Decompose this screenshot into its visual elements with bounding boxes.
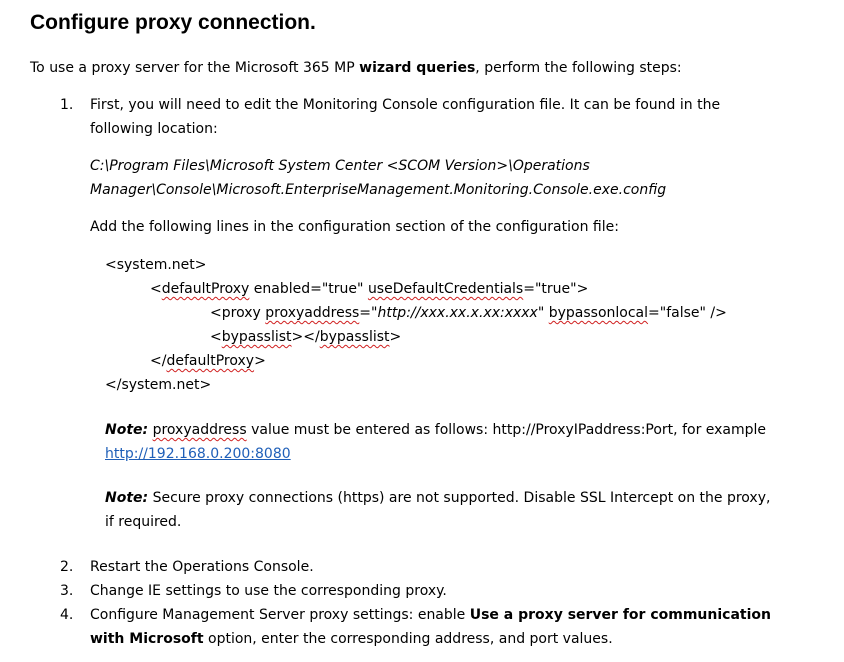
step-3-text: Change IE settings to use the corresponding proxy. <box>90 583 447 599</box>
note-1-line-2 <box>105 442 291 466</box>
step-4-bold-option-cont: with Microsoft <box>90 631 204 647</box>
code-line-proxy-element <box>210 301 727 325</box>
code-text: ="false" /> <box>648 305 727 321</box>
code-line-default-proxy-close <box>150 349 266 373</box>
note-2-text: Secure proxy connections (https) are not supported. Disable SSL Intercept on the proxy, <box>148 490 771 506</box>
step-4-line-1 <box>90 603 771 627</box>
step-1-line-1: First, you will need to edit the Monitoring Console configuration file. It can be found in the <box>90 97 721 113</box>
code-text: ></ <box>291 329 320 345</box>
step-3-number: 3. <box>60 583 74 599</box>
code-text: </ <box>150 353 167 369</box>
step-2-number: 2. <box>60 559 74 575</box>
spellcheck-word: defaultProxy <box>166 353 255 369</box>
step-1-number: 1. <box>60 97 74 113</box>
spellcheck-word: bypasslist <box>221 329 292 345</box>
code-text: <proxy <box>210 305 266 321</box>
spellcheck-word: bypassonlocal <box>548 305 649 321</box>
code-text: =" <box>359 305 378 321</box>
spellcheck-word: proxyaddress <box>152 422 247 438</box>
config-path-line-1: C:\Program Files\Microsoft System Center <SCOM Version>\Operations <box>90 158 590 174</box>
code-text: > <box>389 329 402 345</box>
step-4-text-before: Configure Management Server proxy settings: enable <box>90 607 470 623</box>
code-line-system-net-open: <system.net> <box>105 257 207 273</box>
code-text: ="true"> <box>523 281 589 297</box>
page-title: Configure proxy connection. <box>30 11 316 34</box>
code-text: " <box>537 305 549 321</box>
add-lines-instruction: Add the following lines in the configuration section of the configuration file: <box>90 219 619 235</box>
intro-text-before: To use a proxy server for the Microsoft 365 MP <box>30 60 360 76</box>
spellcheck-word: proxyaddress <box>265 305 360 321</box>
spellcheck-word: bypasslist <box>319 329 390 345</box>
intro-bold-text: wizard queries <box>359 60 476 76</box>
note-label: Note: <box>105 422 149 438</box>
spellcheck-word: defaultProxy <box>161 281 250 297</box>
proxy-address-placeholder: http://xxx.xx.x.xx:xxxx <box>377 305 538 321</box>
note-label: Note: <box>105 490 149 506</box>
code-text: enabled="true" <box>249 281 368 297</box>
code-line-system-net-close: </system.net> <box>105 377 212 393</box>
note-2-line-2: if required. <box>105 514 182 530</box>
config-path-line-2: Manager\Console\Microsoft.EnterpriseManagement.Monitoring.Console.exe.config <box>90 182 667 198</box>
intro-text-after: , perform the following steps: <box>475 60 682 76</box>
code-text: < <box>210 329 222 345</box>
step-2-text: Restart the Operations Console. <box>90 559 314 575</box>
code-text: > <box>254 353 266 369</box>
note-2-line-1 <box>105 486 770 510</box>
code-text: < <box>150 281 162 297</box>
code-line-default-proxy-open <box>150 277 588 301</box>
step-4-text-after: option, enter the corresponding address, and port values. <box>203 631 613 647</box>
step-4-number: 4. <box>60 607 74 623</box>
intro-paragraph <box>30 56 682 80</box>
example-proxy-link[interactable]: http://192.168.0.200:8080 <box>105 446 291 462</box>
step-4-line-2 <box>90 627 613 651</box>
note-1-line-1 <box>105 418 766 442</box>
spellcheck-word: useDefaultCredentials <box>367 281 524 297</box>
step-4-bold-option: Use a proxy server for communication <box>469 607 771 623</box>
code-line-bypasslist <box>210 325 401 349</box>
step-1-line-2: following location: <box>90 121 218 137</box>
note-1-text: value must be entered as follows: http://ProxyIPaddress:Port, for example <box>246 422 767 438</box>
